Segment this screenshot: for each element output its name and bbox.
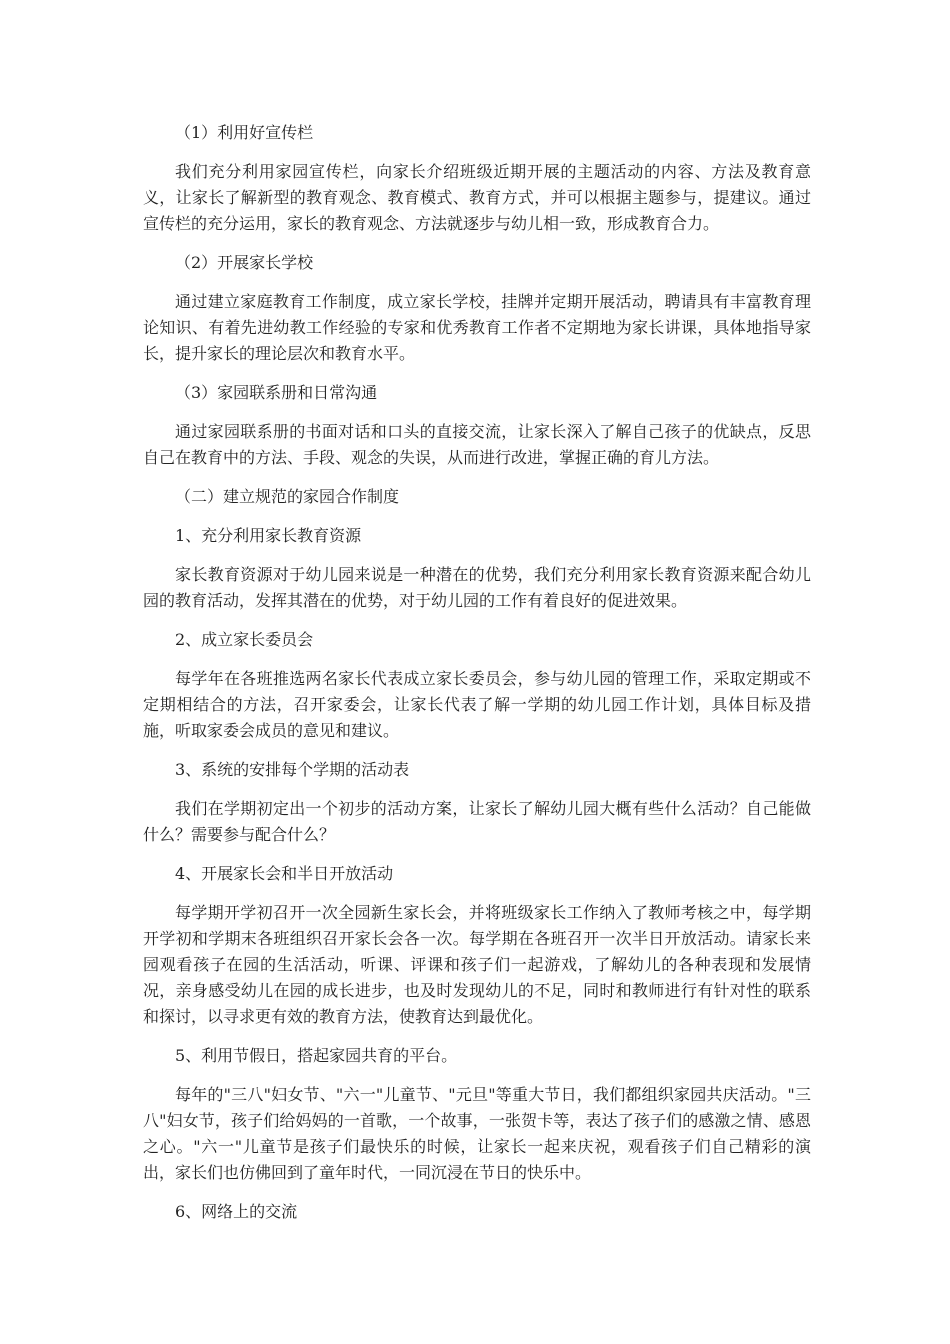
section-heading: 4、开展家长会和半日开放活动 xyxy=(175,864,394,883)
paragraph: 家长教育资源对于幼儿园来说是一种潜在的优势，我们充分利用家长教育资源来配合幼儿园的教育活动，发挥其潜在的优势，对于幼儿园的工作有着良好的促进效果。 xyxy=(143,565,811,610)
section-heading: 2、成立家长委员会 xyxy=(175,630,314,649)
section-heading: 6、网络上的交流 xyxy=(175,1202,298,1221)
section-heading: （1）利用好宣传栏 xyxy=(175,123,314,142)
document-body xyxy=(143,120,811,1238)
paragraph: 每学期开学初召开一次全园新生家长会，并将班级家长工作纳入了教师考核之中，每学期开学初和学期末各班组织召开家长会各一次。每学期在各班召开一次半日开放活动。请家长来园观看孩子在园的生活活动，听课、评课和孩子们一起游戏，了解幼儿的各种表现和发展情况，亲身感受幼儿在园的成长进步，也及时发现幼儿的不足，同时和教师进行有针对性的联系和探讨，以寻求更有效的教育方法，使教育达到最优化。 xyxy=(143,903,811,1026)
paragraph: 通过建立家庭教育工作制度，成立家长学校，挂牌并定期开展活动，聘请具有丰富教育理论知识、有着先进幼教工作经验的专家和优秀教育工作者不定期地为家长讲课，具体地指导家长，提升家长的理论层次和教育水平。 xyxy=(143,292,811,363)
section-heading: （2）开展家长学校 xyxy=(175,253,314,272)
section-heading: 1、充分利用家长教育资源 xyxy=(175,526,362,545)
section-heading: 3、系统的安排每个学期的活动表 xyxy=(175,760,410,779)
paragraph: 通过家园联系册的书面对话和口头的直接交流，让家长深入了解自己孩子的优缺点，反思自己在教育中的方法、手段、观念的失误，从而进行改进，掌握正确的育儿方法。 xyxy=(143,422,811,467)
paragraph: 我们充分利用家园宣传栏，向家长介绍班级近期开展的主题活动的内容、方法及教育意义，让家长了解新型的教育观念、教育模式、教育方式，并可以根据主题参与，提建议。通过宣传栏的充分运用，家长的教育观念、方法就逐步与幼儿相一致，形成教育合力。 xyxy=(143,162,811,233)
paragraph: 每年的"三八"妇女节、"六一"儿童节、"元旦"等重大节日，我们都组织家园共庆活动。"三八"妇女节，孩子们给妈妈的一首歌，一个故事，一张贺卡等，表达了孩子们的感激之情、感恩之心。"六一"儿童节是孩子们最快乐的时候，让家长一起来庆祝，观看孩子们自己精彩的演出，家长们也仿佛回到了童年时代，一同沉浸在节日的快乐中。 xyxy=(143,1085,811,1182)
paragraph: 我们在学期初定出一个初步的活动方案，让家长了解幼儿园大概有些什么活动？自己能做什么？需要参与配合什么？ xyxy=(143,799,811,844)
section-heading: 5、利用节假日，搭起家园共育的平台。 xyxy=(175,1046,458,1065)
section-heading: （二）建立规范的家园合作制度 xyxy=(175,487,400,506)
paragraph: 每学年在各班推选两名家长代表成立家长委员会，参与幼儿园的管理工作，采取定期或不定期相结合的方法，召开家委会，让家长代表了解一学期的幼儿园工作计划，具体目标及措施，听取家委会成员的意见和建议。 xyxy=(143,669,811,740)
section-heading: （3）家园联系册和日常沟通 xyxy=(175,383,378,402)
